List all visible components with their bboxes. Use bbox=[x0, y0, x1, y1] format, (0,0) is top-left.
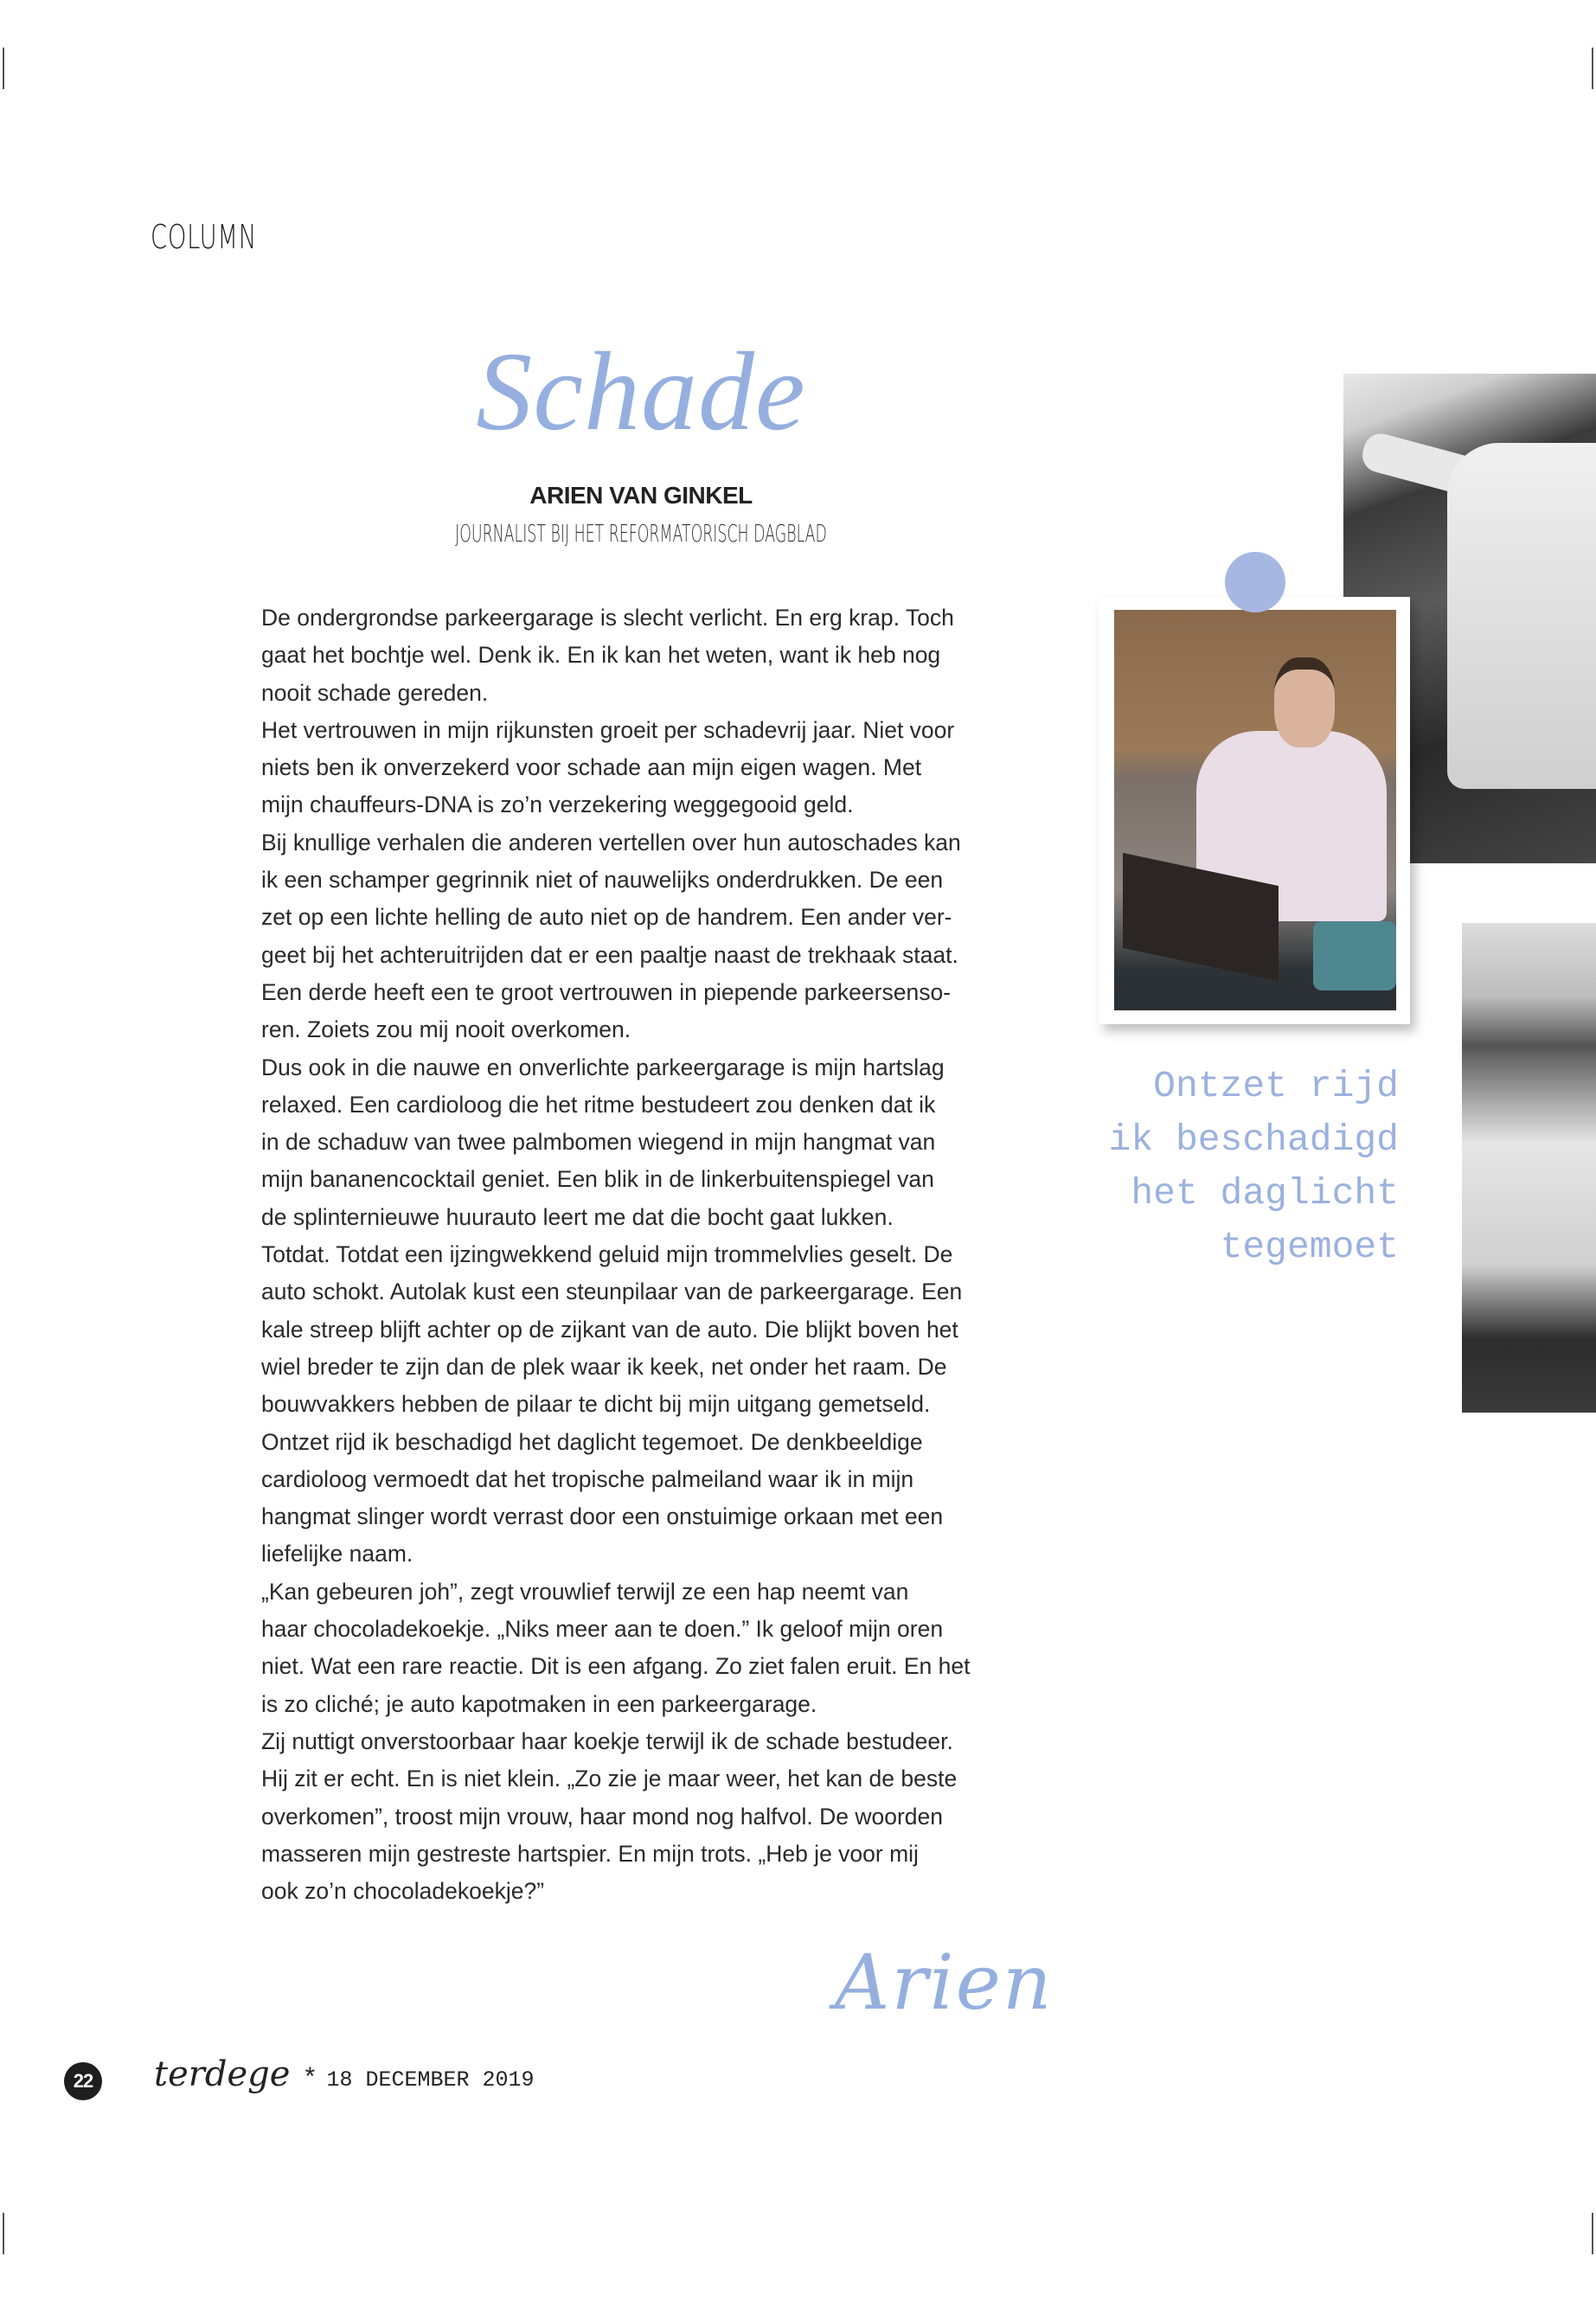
body-line: „Kan gebeuren joh”, zegt vrouwlief terwijl ze een hap neemt van bbox=[261, 1578, 909, 1605]
body-line: haar chocoladekoekje. „Niks meer aan te doen.” Ik geloof mijn oren bbox=[261, 1616, 944, 1643]
page-number: 22 bbox=[64, 2062, 102, 2100]
article-title: Schade bbox=[476, 330, 806, 454]
crop-mark bbox=[1592, 2213, 1593, 2254]
body-line: niets ben ik onverzekerd voor schade aan mijn eigen wagen. Met bbox=[261, 754, 922, 781]
body-line: Een derde heeft een te groot vertrouwen in piepende parkeersenso- bbox=[261, 978, 952, 1005]
body-line: Ontzet rijd ik beschadigd het daglicht tegemoet. De denkbeeldige bbox=[261, 1428, 923, 1455]
body-line: ook zo’n chocoladekoekje?” bbox=[261, 1878, 545, 1905]
body-line: zet op een lichte helling de auto niet op de handrem. Een ander ver- bbox=[261, 904, 952, 931]
issue-date-text: 18 DECEMBER 2019 bbox=[326, 2067, 535, 2093]
separator-star: * bbox=[302, 2065, 318, 2094]
footer bbox=[154, 2054, 534, 2094]
article-body bbox=[261, 599, 1022, 1910]
body-line: mijn chauffeurs-DNA is zo’n verzekering weggegooid geld. bbox=[261, 792, 854, 818]
body-line: in de schaduw van twee palmbomen wiegend in mijn hangmat van bbox=[261, 1129, 936, 1156]
body-line: is zo cliché; je auto kapotmaken in een parkeergarage. bbox=[261, 1690, 817, 1717]
body-line: wiel breder te zijn dan de plek waar ik keek, net onder het raam. De bbox=[261, 1353, 947, 1380]
body-line: auto schokt. Autolak kust een steunpilaar van de parkeergarage. Een bbox=[261, 1279, 963, 1305]
body-line: geet bij het achteruitrijden dat er een paaltje naast de trekhaak staat. bbox=[261, 941, 958, 968]
crop-mark bbox=[1592, 48, 1593, 89]
crop-mark bbox=[3, 2213, 4, 2254]
body-line: ren. Zoiets zou mij nooit overkomen. bbox=[261, 1016, 631, 1043]
body-line: bouwvakkers hebben de pilaar te dicht bij mijn uitgang gemetseld. bbox=[261, 1391, 931, 1418]
pull-quote-line: tegemoet bbox=[1220, 1226, 1399, 1268]
body-line: niet. Wat een rare reactie. Dit is een afgang. Zo ziet falen eruit. En het bbox=[261, 1653, 971, 1680]
body-line: relaxed. Een cardioloog die het ritme bestudeert zou denken dat ik bbox=[261, 1091, 936, 1118]
pull-quote bbox=[1038, 1060, 1399, 1274]
author-name: ARIEN VAN GINKEL bbox=[529, 482, 753, 509]
body-line: Zij nuttigt onverstoorbaar haar koekje terwijl ik de schade bestudeer. bbox=[261, 1727, 953, 1754]
photo-author-laptop bbox=[1114, 610, 1396, 1010]
issue-date bbox=[302, 2065, 534, 2094]
body-line: mijn bananencocktail geniet. Een blik in de linkerbuitenspiegel van bbox=[261, 1166, 934, 1193]
photo-frame bbox=[1099, 597, 1410, 1024]
magazine-logo: terdege bbox=[154, 2054, 291, 2094]
body-line: de splinternieuwe huurauto leert me dat die bocht gaat lukken. bbox=[261, 1203, 894, 1230]
pull-quote-line: het daglicht bbox=[1131, 1172, 1399, 1215]
body-line: hangmat slinger wordt verrast door een onstuimige orkaan met een bbox=[261, 1503, 944, 1530]
body-line: overkomen”, troost mijn vrouw, haar mond nog halfvol. De woorden bbox=[261, 1803, 944, 1830]
body-line: Dus ook in die nauwe en onverlichte parkeergarage is mijn hartslag bbox=[261, 1054, 945, 1080]
signature: Arien bbox=[835, 1938, 1054, 2027]
body-line: masseren mijn gestreste hartspier. En mijn trots. „Heb je voor mij bbox=[261, 1840, 919, 1867]
pull-quote-line: ik beschadigd bbox=[1108, 1118, 1399, 1161]
body-line: ik een schamper gegrinnik niet of nauwelijks onderdrukken. De een bbox=[261, 867, 944, 894]
body-line: gaat het bochtje wel. Denk ik. En ik kan het weten, want ik heb nog bbox=[261, 642, 941, 669]
crop-mark bbox=[3, 48, 4, 89]
body-line: Het vertrouwen in mijn rijkunsten groeit per schadevrij jaar. Niet voor bbox=[261, 716, 955, 743]
body-line: Totdat. Totdat een ijzingwekkend geluid mijn trommelvlies geselt. De bbox=[261, 1241, 953, 1268]
body-line: Hij zit er echt. En is niet klein. „Zo zie je maar weer, het kan de beste bbox=[261, 1766, 958, 1792]
photo-author-outdoors bbox=[1462, 923, 1596, 1413]
body-line: liefelijke naam. bbox=[261, 1541, 413, 1567]
pin-dot bbox=[1225, 552, 1285, 612]
body-line: kale streep blijft achter op de zijkant van de auto. Die blijkt boven het bbox=[261, 1316, 958, 1343]
body-line: Bij knullige verhalen die anderen vertellen over hun autoschades kan bbox=[261, 829, 961, 856]
body-line: De ondergrondse parkeergarage is slecht verlicht. En erg krap. Toch bbox=[261, 605, 954, 631]
author-role: JOURNALIST BIJ HET REFORMATORISCH DAGBLAD bbox=[455, 519, 827, 548]
pull-quote-line: Ontzet rijd bbox=[1153, 1065, 1399, 1107]
body-line: cardioloog vermoedt dat het tropische palmeiland waar ik in mijn bbox=[261, 1465, 914, 1492]
body-line: nooit schade gereden. bbox=[261, 679, 489, 706]
section-label: COLUMN bbox=[151, 218, 257, 256]
